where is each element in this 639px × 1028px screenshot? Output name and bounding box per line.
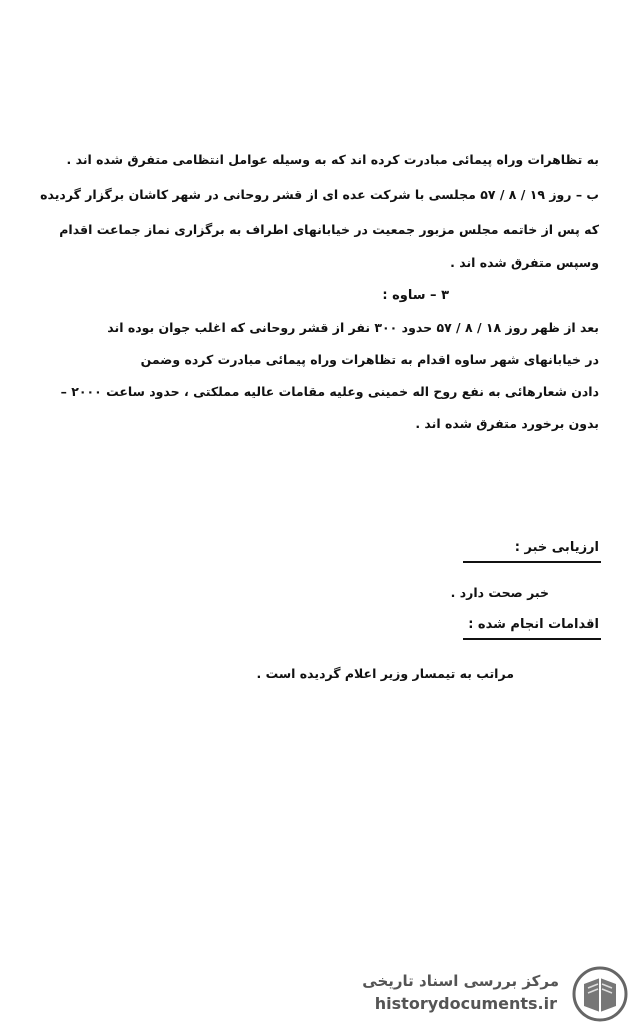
book-emblem-icon (572, 966, 628, 1022)
actions-text: مراتب به تیمسار وزیر اعلام گردیده است . (256, 666, 514, 681)
body-line-7: در خیابانهای شهر ساوه اقدام به تظاهرات وراه پیمائی مبادرت کرده وضمن (140, 352, 599, 367)
body-line-9: بدون برخورد متفرق شده اند . (415, 416, 599, 431)
watermark-url: historydocuments.ir (374, 994, 557, 1013)
evaluation-heading-underline (463, 561, 601, 563)
body-line-1: به تظاهرات وراه پیمائی مبادرت کرده اند که به وسیله عوامل انتظامی متفرق شده اند . (66, 152, 599, 167)
body-line-8: دادن شعارهائی به نفع روح اله خمینی وعلیه مقامات عالیه مملکتی ، حدود ساعت ۲۰۰۰ – (60, 384, 599, 399)
body-line-4: وسپس متفرق شده اند . (450, 255, 599, 270)
actions-heading-underline (463, 638, 601, 640)
body-line-2: ب – روز ۱۹ / ۸ / ۵۷ مجلسی با شرکت عده ای از قشر روحانی در شهر کاشان برگزار گردیده (40, 187, 599, 202)
evaluation-heading: ارزیابی خبر : (514, 540, 599, 555)
actions-heading: اقدامات انجام شده : (468, 617, 599, 632)
body-line-3: که پس از خاتمه مجلس مزبور جمعیت در خیابانهای اطراف به برگزاری نماز جماعت اقدام (59, 222, 599, 237)
body-line-6: بعد از ظهر روز ۱۸ / ۸ / ۵۷ حدود ۳۰۰ نفر از قشر روحانی که اغلب جوان بوده اند (107, 320, 599, 335)
evaluation-text: خبر صحت دارد . (450, 585, 549, 600)
watermark-name: مرکز بررسی اسناد تاریخی (362, 972, 559, 990)
section-heading-saveh: ۳ – ساوه : (382, 288, 449, 303)
